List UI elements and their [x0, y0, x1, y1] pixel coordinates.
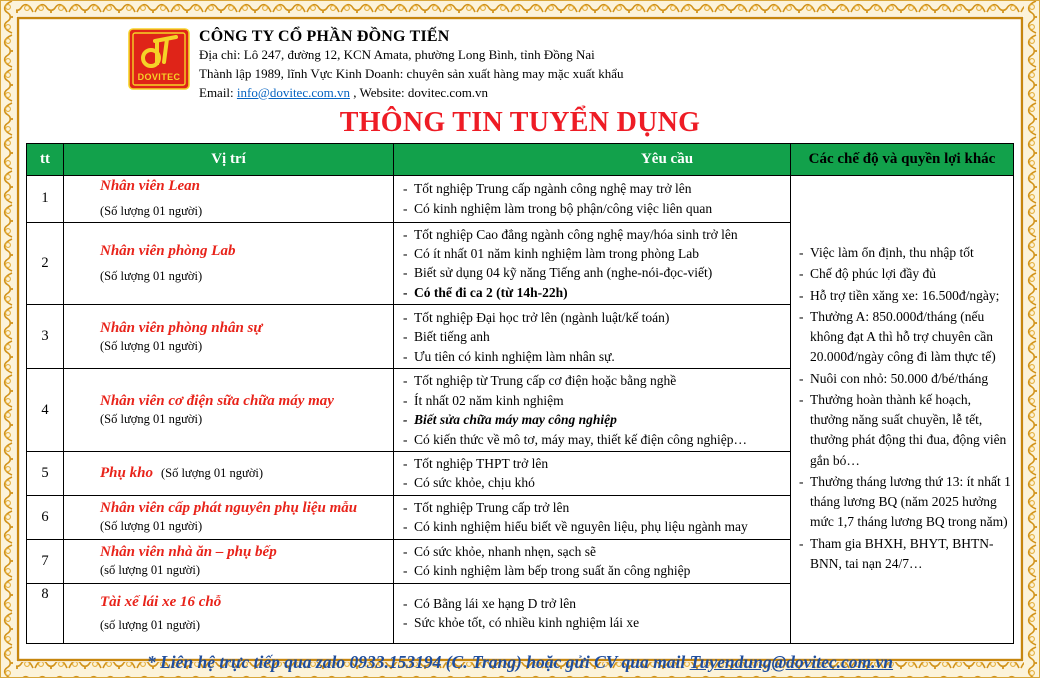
company-info: [199, 28, 624, 103]
requirement-item: - Biết sử dụng 04 kỹ năng Tiếng anh (nghe-nói-đọc-viết): [401, 263, 786, 282]
row-number: 6: [27, 495, 64, 539]
position-title: Nhân viên nhà ăn – phụ bếp: [100, 544, 277, 561]
requirements-cell: [394, 452, 791, 496]
requirements-cell: [394, 222, 791, 305]
position-title: Phụ kho: [100, 465, 153, 482]
footer-contact: [26, 652, 1014, 673]
benefit-item: - Thưởng hoàn thành kế hoạch, thưởng năng suất chuyền, lễ tết, thưởng phát động thi đua, động viên gắn bó…: [797, 390, 1011, 471]
company-email-link[interactable]: info@dovitec.com.vn: [236, 84, 350, 100]
requirement-item: - Có kinh nghiệm làm bếp trong suất ăn công nghiệp: [401, 561, 786, 580]
position-cell: [64, 369, 394, 452]
benefit-item: - Việc làm ổn định, thu nhập tốt: [797, 243, 1011, 263]
row-number: 2: [27, 222, 64, 305]
position-quantity: (Số lượng 01 người): [160, 466, 264, 481]
requirement-item: - Sức khỏe tốt, có nhiều kinh nghiệm lái xe: [401, 613, 786, 632]
company-logo: [128, 28, 190, 90]
position-title: Nhân viên phòng nhân sự: [100, 319, 263, 336]
position-quantity: (số lượng 01 người): [100, 617, 201, 632]
footer-text: * Liên hệ trực tiếp qua zalo 0933.153194 (C. Trang) hoặc gửi CV qua mail: [146, 651, 690, 672]
requirement-item: - Tốt nghiệp Đại học trở lên (ngành luật/kế toán): [401, 308, 786, 327]
benefit-item: - Hỗ trợ tiền xăng xe: 16.500đ/ngày;: [797, 286, 1011, 306]
table-header-row: [27, 143, 1014, 175]
position-cell: [64, 539, 394, 583]
benefits-cell: [791, 175, 1014, 643]
email-label: Email:: [199, 84, 237, 100]
requirements-cell: [394, 175, 791, 222]
position-quantity: (Số lượng 01 người): [100, 204, 203, 219]
letterhead: [128, 28, 1014, 103]
benefit-item: - Thưởng tháng lương thứ 13: ít nhất 1 tháng lương BQ (năm 2025 hưởng mức 1,7 tháng lương BQ trong năm): [797, 472, 1011, 533]
requirement-item: - Có sức khỏe, nhanh nhẹn, sạch sẽ: [401, 542, 786, 561]
benefit-item: - Nuôi con nhỏ: 50.000 đ/bé/tháng: [797, 369, 1011, 389]
position-cell: [64, 583, 394, 643]
requirement-item: - Biết sửa chữa máy may công nghiệp: [401, 410, 786, 429]
recruitment-table: [26, 143, 1014, 644]
position-title: Nhân viên Lean: [100, 178, 201, 195]
requirement-item: - Có kiến thức về mô tơ, máy may, thiết kế điện công nghiệp…: [401, 430, 786, 449]
requirement-item: - Tốt nghiệp Trung cấp trở lên: [401, 498, 786, 517]
requirement-item: - Biết tiếng anh: [401, 327, 786, 346]
row-number: 8: [27, 583, 64, 643]
logo-wordmark: DOVITEC: [137, 72, 181, 82]
column-header-no: tt: [27, 143, 64, 175]
benefit-item: - Chế độ phúc lợi đầy đủ: [797, 264, 1011, 284]
requirement-item: - Tốt nghiệp Cao đẳng ngành công nghệ may/hóa sinh trở lên: [401, 225, 786, 244]
requirement-item: - Có thể đi ca 2 (từ 14h-22h): [401, 283, 786, 302]
column-header-benefits: Các chế độ và quyền lợi khác: [791, 143, 1014, 175]
row-number: 4: [27, 369, 64, 452]
requirements-cell: [394, 305, 791, 369]
row-number: 5: [27, 452, 64, 496]
requirements-cell: [394, 539, 791, 583]
requirement-item: - Có kinh nghiệm làm trong bộ phận/công việc liên quan: [401, 199, 786, 218]
requirements-cell: [394, 583, 791, 643]
page-title: THÔNG TIN TUYỂN DỤNG: [339, 106, 701, 138]
company-contact-line: [199, 84, 624, 103]
position-quantity: (số lượng 01 người): [100, 563, 201, 578]
requirement-item: - Ít nhất 02 năm kinh nghiệm: [401, 391, 786, 410]
flyer-content: [26, 24, 1014, 673]
row-number: 3: [27, 305, 64, 369]
column-header-position: Vị trí: [64, 143, 394, 175]
company-name: CÔNG TY CỔ PHẦN ĐỒNG TIẾN: [199, 28, 450, 45]
table-row: [27, 175, 1014, 222]
benefit-item: - Tham gia BHXH, BHYT, BHTN-BNN, tai nạn 24/7…: [797, 534, 1011, 575]
requirement-item: - Tốt nghiệp từ Trung cấp cơ điện hoặc bằng nghề: [401, 371, 786, 390]
column-header-requirements: Yêu cầu: [394, 143, 791, 175]
requirement-item: - Có Bằng lái xe hạng D trở lên: [401, 594, 786, 613]
requirements-cell: [394, 495, 791, 539]
position-quantity: (Số lượng 01 người): [100, 338, 203, 353]
position-quantity: (Số lượng 01 người): [100, 268, 203, 283]
position-title: Nhân viên cơ điện sữa chữa máy may: [100, 393, 334, 410]
company-business: Thành lập 1989, lĩnh Vực Kinh Doanh: chuyên sản xuất hàng may mặc xuất khẩu: [199, 65, 624, 81]
company-address: Địa chỉ: Lô 247, đường 12, KCN Amata, phường Long Bình, tỉnh Đồng Nai: [199, 47, 595, 62]
position-quantity: (Số lượng 01 người): [100, 519, 203, 534]
row-number: 1: [27, 175, 64, 222]
position-cell: [64, 452, 394, 496]
position-cell: [64, 495, 394, 539]
position-cell: [64, 175, 394, 222]
position-title: Nhân viên phòng Lab: [100, 242, 236, 259]
position-cell: [64, 305, 394, 369]
website-label: , Website: dovitec.com.vn: [349, 84, 489, 100]
requirement-item: - Tốt nghiệp Trung cấp ngành công nghệ may trở lên: [401, 179, 786, 198]
position-title: Tài xế lái xe 16 chỗ: [100, 593, 222, 610]
requirements-cell: [394, 369, 791, 452]
row-number: 7: [27, 539, 64, 583]
requirement-item: - Có sức khỏe, chịu khó: [401, 473, 786, 492]
position-title: Nhân viên cấp phát nguyên phụ liệu mẫu: [100, 500, 358, 517]
dovitec-logo-icon: [128, 28, 190, 90]
position-cell: [64, 222, 394, 305]
benefit-item: - Thưởng A: 850.000đ/tháng (nếu không đạt A thì hỗ trợ chuyên cần 20.000đ/ngày công đi làm thực tế): [797, 307, 1011, 368]
requirement-item: - Có kinh nghiệm hiểu biết về nguyên liệu, phụ liệu ngành may: [401, 517, 786, 536]
footer-email-link[interactable]: Tuyendung@dovitec.com.vn: [689, 651, 894, 672]
position-quantity: (Số lượng 01 người): [100, 412, 203, 427]
requirement-item: - Có ít nhất 01 năm kinh nghiệm làm trong phòng Lab: [401, 244, 786, 263]
requirement-item: - Ưu tiên có kinh nghiệm làm nhân sự.: [401, 347, 786, 366]
requirement-item: - Tốt nghiệp THPT trở lên: [401, 454, 786, 473]
